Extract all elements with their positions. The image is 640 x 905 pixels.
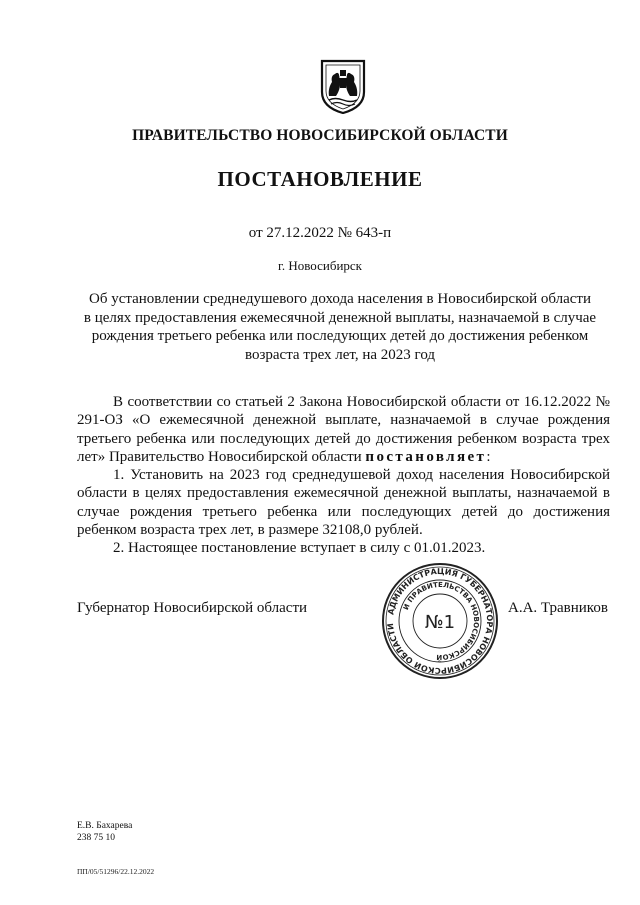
preamble-text: В соответствии со статьей 2 Закона Новосибирской области от 16.12.2022 № 291-ОЗ «О ежемесячной денежной выплате, назначаемой в случае рождения третьего ребенка или последующих детей до достижения ребенком возраста трех лет» Правительство Новосибирской области xyxy=(77,394,610,465)
signer-title: Губернатор Новосибирской области xyxy=(77,600,308,616)
stamp-outer-text: АДМИНИСТРАЦИЯ ГУБЕРНАТОРА НОВОСИБИРСКОЙ ОБЛАСТИ xyxy=(385,566,495,676)
date-number-line: от 27.12.2022 № 643-п xyxy=(248,225,392,241)
item-2-paragraph: 2. Настоящее постановление вступает в силу с 01.01.2023. xyxy=(113,540,486,557)
coat-of-arms-icon xyxy=(318,58,368,114)
city-line: г. Новосибирск xyxy=(277,258,362,273)
executor-name: Е.В. Бахарева xyxy=(77,821,133,831)
executor-phone: 238 75 10 xyxy=(77,833,115,843)
decree-colon: : xyxy=(486,448,491,465)
item-1-paragraph: 1. Установить на 2023 год среднедушевой доход населения Новосибирской области в целях предоставления ежемесячной денежной выплаты, назначаемой в случае рождения третьего ребенка или последующих детей до достижения ребенком возраста трех лет, в размере 32108,0 рублей. xyxy=(77,467,610,539)
signer-name: А.А. Травников xyxy=(508,600,608,616)
executor-info xyxy=(77,820,132,844)
subject-line: возраста трех лет, на 2023 год xyxy=(244,346,436,363)
stamp-number: №1 xyxy=(424,612,456,633)
preamble-paragraph xyxy=(77,393,610,466)
subject-line: рождения третьего ребенка или последующих детей до достижения ребенком xyxy=(91,328,589,344)
subject-line: в целях предоставления ежемесячной денежной выплаты, назначаемой в случае xyxy=(83,309,597,326)
stamp-inner-text: И ПРАВИТЕЛЬСТВА НОВОСИБИРСКОЙ xyxy=(402,580,481,662)
document-subject xyxy=(70,290,610,364)
subject-line: Об установлении среднедушевого дохода населения в Новосибирской области xyxy=(88,291,592,307)
decree-word: постановляет xyxy=(365,448,487,465)
document-code: ПП/05/51296/22.12.2022 xyxy=(77,867,155,876)
document-body xyxy=(77,393,610,558)
document-type-title: ПОСТАНОВЛЕНИЕ xyxy=(217,167,423,191)
organization-title: ПРАВИТЕЛЬСТВО НОВОСИБИРСКОЙ ОБЛАСТИ xyxy=(132,127,508,144)
official-stamp-icon xyxy=(381,562,499,680)
